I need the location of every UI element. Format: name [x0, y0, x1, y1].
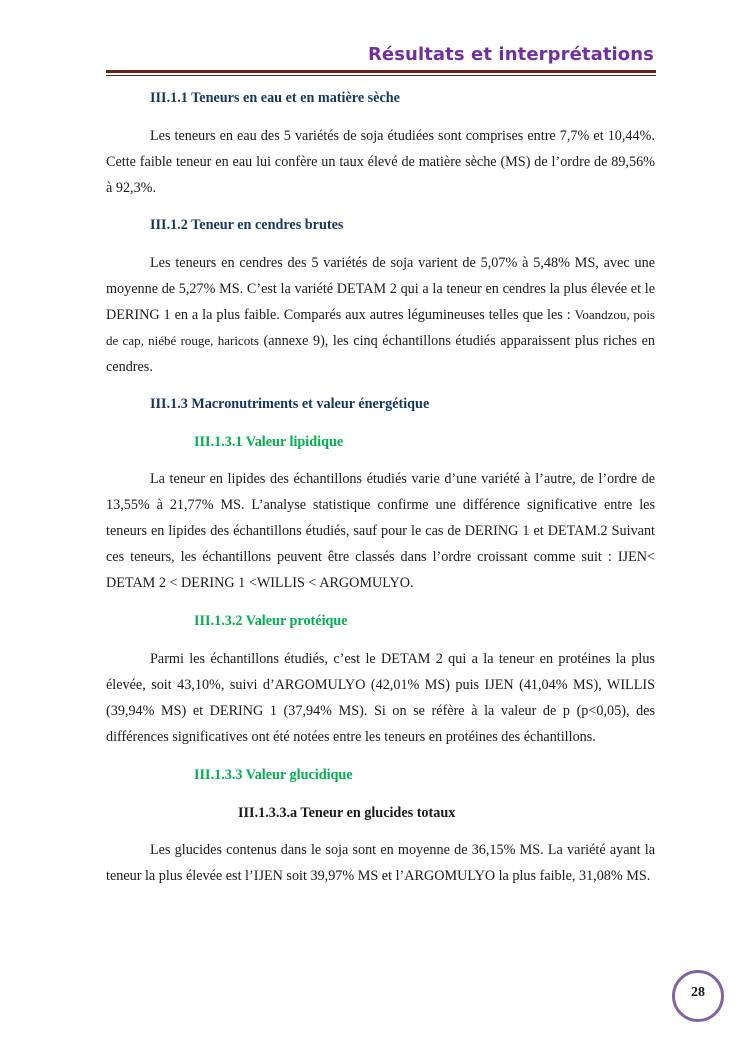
subsection-heading-lipid: III.1.3.1 Valeur lipidique: [194, 434, 344, 450]
paragraph-protein: Parmi les échantillons étudiés, c’est le DETAM 2 qui a la teneur en protéines la plus élevée, soit 43,10%, suivi d’ARGOMULYO (42,01% MS) puis IJEN (41,04% MS), WILLIS (39,94% MS) et DERING 1 (37,94% MS). Si on se réfère à la valeur de p (p<0,05), des différences significatives ont été notées entre les teneurs en protéines des échantillons.: [106, 651, 655, 745]
page-number: 28: [691, 985, 705, 1000]
paragraph-carbohydrate: Les glucides contenus dans le soja sont en moyenne de 36,15% MS. La variété ayant la teneur la plus élevée est l’IJEN soit 39,97% MS et l’ARGOMULYO la plus faible, 31,08% MS.: [106, 842, 655, 884]
subsubsection-heading-total-carbohydrates: III.1.3.3.a Teneur en glucides totaux: [238, 805, 456, 821]
subsection-heading-protein: III.1.3.2 Valeur protéique: [194, 613, 348, 629]
ash-legumes-list: Voandzou, pois de cap, niébé rouge, haricots: [106, 307, 655, 348]
ash-text-part1: Les teneurs en cendres des 5 variétés de soja varient de 5,07% à 5,48% MS, avec une moyenne de 5,27% MS. C’est la variété DETAM 2 qui a la teneur en cendres la plus élevée et le DERING 1 en a la plus faible. Comparés aux autres légumineuses telles que les :: [106, 255, 655, 323]
ash-text-part2: (annexe 9), les cinq échantillons étudiés apparaissent plus riches en cendres.: [106, 333, 656, 375]
paragraph-ash: [106, 250, 655, 380]
page-number-badge: [672, 970, 724, 1022]
header-rule-thick: [106, 70, 656, 73]
section-heading-ash: III.1.2 Teneur en cendres brutes: [150, 217, 344, 233]
paragraph-water-content: Les teneurs en eau des 5 variétés de soja étudiées sont comprises entre 7,7% et 10,44%. Cette faible teneur en eau lui confère un taux élevé de matière sèche (MS) de l’ordre de 89,56% à 92,3%.: [106, 128, 655, 196]
paragraph-lipid: La teneur en lipides des échantillons étudiés varie d’une variété à l’autre, de l’ordre de 13,55% à 21,77% MS. L’analyse statistique confirme une différence significative entre les teneurs en lipides des échantillons étudiés, sauf pour le cas de DERING 1 et DETAM.2 Suivant ces teneurs, les échantillons peuvent être classés dans l’ordre croissant comme suit : IJEN< DETAM 2 < DERING 1 <WILLIS < ARGOMULYO.: [106, 471, 655, 591]
page-header-title: Résultats et interprétations: [367, 44, 654, 65]
subsection-heading-carbohydrate: III.1.3.3 Valeur glucidique: [194, 767, 353, 783]
document-body: [106, 87, 655, 889]
section-heading-water-dry-matter: III.1.1 Teneurs en eau et en matière sèche: [150, 90, 400, 106]
header-rule-thin: [106, 75, 656, 76]
section-heading-macronutrients: III.1.3 Macronutriments et valeur énergétique: [150, 396, 430, 412]
